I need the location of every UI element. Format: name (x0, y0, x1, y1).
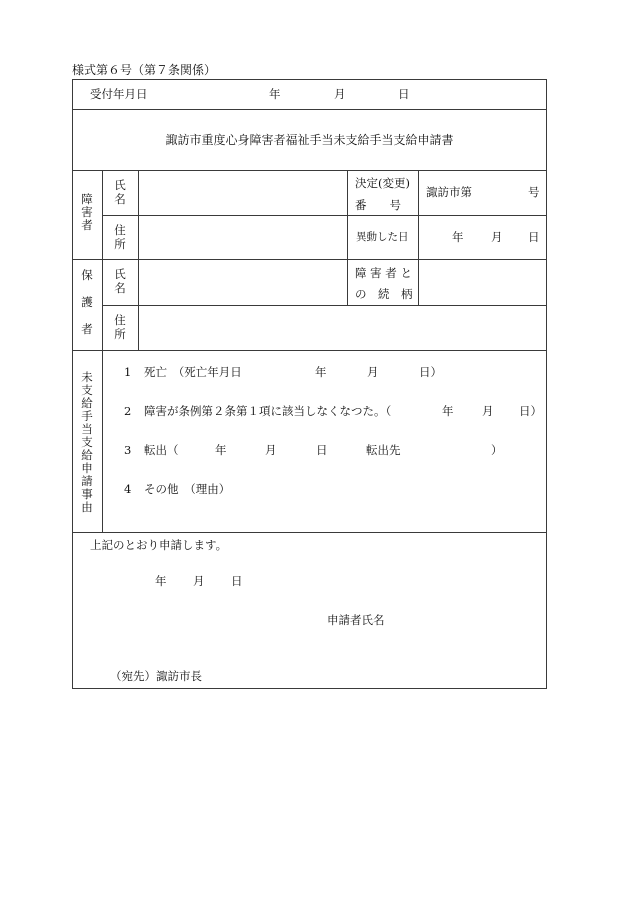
receipt-year-unit: 年 (269, 87, 281, 101)
row-divider (102, 215, 547, 216)
section-label-char: 者 (81, 218, 93, 232)
reason-year-unit: 年 (315, 365, 327, 379)
reason-number: 3 (124, 443, 132, 457)
reason-destination-label: 転出先 (366, 443, 401, 457)
section-label-char: 申 (81, 461, 93, 475)
section-label-char: 障 (81, 192, 93, 206)
section-label-char: 未 (81, 370, 93, 384)
section-label-char: 当 (81, 422, 93, 436)
applicant-name-input[interactable] (395, 608, 543, 632)
name-label-char: 名 (114, 281, 126, 295)
form-title: 諏訪市重度心身障害者福祉手当未支給手当支給申請書 (165, 133, 454, 147)
reason-ineligible: 障害が条例第２条第１項に該当しなくなつた。（ (144, 404, 392, 418)
change-year-unit: 年 (452, 230, 464, 244)
address-label-char: 所 (114, 237, 126, 251)
col-divider (102, 170, 103, 532)
row-divider (72, 170, 547, 171)
reason-number: 2 (124, 404, 132, 418)
addressee: （宛先）諏訪市長 (110, 669, 202, 683)
form-number: 様式第６号（第７条関係） (72, 63, 217, 77)
receipt-month-unit: 月 (334, 87, 346, 101)
col-divider (347, 170, 348, 305)
row-divider (102, 305, 547, 306)
table-border-top (72, 79, 547, 80)
receipt-date-label: 受付年月日 (90, 87, 148, 101)
section-label-char: 者 (81, 322, 93, 336)
relationship-input[interactable] (420, 262, 544, 303)
reason-year-unit: 年 (442, 404, 454, 418)
name-label-char: 氏 (114, 267, 126, 281)
guardian-address-input[interactable] (140, 307, 544, 348)
reason-other: その他 （理由） (144, 482, 231, 496)
applicant-name-label: 申請者氏名 (327, 613, 385, 627)
receipt-day-unit: 日 (398, 87, 410, 101)
reason-year-unit: 年 (215, 443, 227, 457)
section-label-char: 手 (81, 409, 93, 423)
guardian-name-input[interactable] (140, 262, 345, 303)
disabled-name-input[interactable] (140, 172, 345, 213)
reason-number: 4 (124, 482, 132, 496)
disabled-address-input[interactable] (140, 217, 345, 257)
reason-day-unit: 日 (316, 443, 328, 457)
row-divider (72, 259, 547, 260)
relationship-label: の 続 柄 (355, 287, 413, 301)
application-year-unit: 年 (155, 574, 167, 588)
application-month-unit: 月 (193, 574, 205, 588)
section-label-char: 給 (81, 448, 93, 462)
decision-number-prefix: 諏訪市第 (426, 185, 472, 199)
reason-day-unit: 日） (419, 365, 442, 379)
decision-number-suffix: 号 (528, 185, 540, 199)
section-label-char: 由 (81, 500, 93, 514)
decision-number-label: 番 号 (355, 198, 401, 212)
section-label-char: 給 (81, 396, 93, 410)
declaration-text: 上記のとおり申請します。 (90, 538, 228, 552)
reason-death: 死亡 （死亡年月日 (144, 365, 242, 379)
section-label-char: 支 (81, 435, 93, 449)
row-divider (72, 109, 547, 110)
section-label-char: 請 (81, 474, 93, 488)
section-label-char: 支 (81, 383, 93, 397)
reason-month-unit: 月 (482, 404, 494, 418)
reason-close-paren: ） (491, 443, 503, 457)
reason-month-unit: 月 (367, 365, 379, 379)
change-month-unit: 月 (491, 230, 503, 244)
name-label-char: 氏 (114, 178, 126, 192)
reason-month-unit: 月 (265, 443, 277, 457)
relationship-label: 障 害 者 と (355, 266, 412, 280)
row-divider (72, 532, 547, 533)
row-divider (72, 350, 547, 351)
address-label-char: 所 (114, 327, 126, 341)
section-label-char: 害 (81, 205, 93, 219)
change-day-unit: 日 (528, 230, 540, 244)
col-divider (138, 170, 139, 350)
address-label-char: 住 (114, 223, 126, 237)
col-divider (418, 170, 419, 305)
reason-number: 1 (124, 365, 132, 379)
name-label-char: 名 (114, 192, 126, 206)
change-date-label: 異動した日 (356, 231, 409, 243)
decision-number-label: 決定(変更) (355, 176, 410, 190)
application-day-unit: 日 (231, 574, 243, 588)
table-border-bottom (72, 688, 547, 689)
section-label-char: 保 (81, 268, 93, 282)
section-label-char: 護 (81, 295, 93, 309)
section-label-char: 事 (81, 487, 93, 501)
reason-moved-out: 転出（ (144, 443, 179, 457)
reason-day-unit: 日） (519, 404, 542, 418)
address-label-char: 住 (114, 313, 126, 327)
